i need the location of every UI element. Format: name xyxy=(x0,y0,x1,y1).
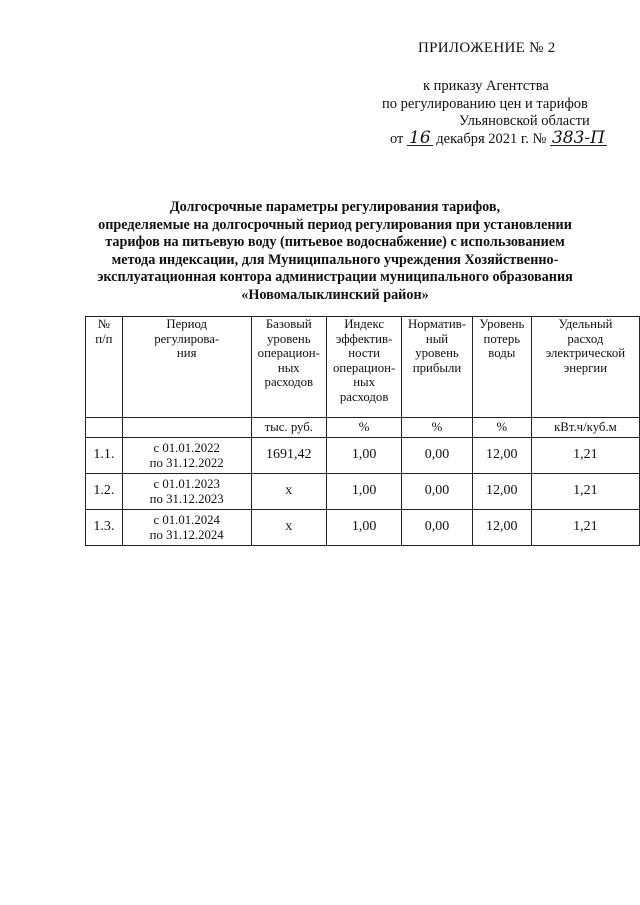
unit-base-opex: тыс. руб. xyxy=(251,418,326,438)
row-profit-level: 0,00 xyxy=(402,474,472,510)
title-line: метода индексации, для Муниципального учреждения Хозяйственно- xyxy=(111,251,559,268)
row-num: 1.2. xyxy=(86,474,123,510)
row-base-opex: 1691,42 xyxy=(251,438,326,474)
units-row xyxy=(86,418,640,438)
row-water-losses: 12,00 xyxy=(472,474,531,510)
table-header-row xyxy=(86,317,640,418)
title-line: Долгосрочные параметры регулирования тарифов, xyxy=(169,199,501,215)
handwritten-date-day: 16 xyxy=(409,128,431,148)
row-period: с 01.01.2024 по 31.12.2024 xyxy=(122,510,251,546)
order-reference-line-1: к приказу Агентства xyxy=(423,78,549,94)
title-line: «Новомалыклинский район» xyxy=(241,286,429,303)
row-base-opex: x xyxy=(251,474,326,510)
row-energy: 1,21 xyxy=(531,510,639,546)
row-energy: 1,21 xyxy=(531,438,639,474)
handwritten-order-number: 383-П xyxy=(551,128,605,148)
header-profit-level: Норматив- ный уровень прибыли xyxy=(402,317,472,418)
row-water-losses: 12,00 xyxy=(472,438,531,474)
row-profit-level: 0,00 xyxy=(402,438,472,474)
row-energy: 1,21 xyxy=(531,474,639,510)
header-efficiency-index: Индекс эффектив- ности операцион- ных расходов xyxy=(326,317,401,418)
document-title xyxy=(70,199,600,305)
row-period: с 01.01.2022 по 31.12.2022 xyxy=(122,438,251,474)
row-num: 1.3. xyxy=(86,510,123,546)
table-row xyxy=(86,438,640,474)
table-row xyxy=(86,474,640,510)
row-water-losses: 12,00 xyxy=(472,510,531,546)
order-reference-line-2: по регулированию цен и тарифов xyxy=(382,96,588,112)
row-period: с 01.01.2023 по 31.12.2023 xyxy=(122,474,251,510)
header-base-opex: Базовый уровень операцион- ных расходов xyxy=(251,317,326,418)
header-water-losses: Уровень потерь воды xyxy=(472,317,531,418)
header-energy-consumption: Удельный расход электрической энергии xyxy=(531,317,639,418)
appendix-heading: ПРИЛОЖЕНИЕ № 2 xyxy=(418,40,556,56)
title-line: тарифов на питьевую воду (питьевое водоснабжение) с использованием xyxy=(105,234,565,251)
row-efficiency-index: 1,00 xyxy=(326,510,401,546)
date-prefix: от xyxy=(390,131,404,147)
unit-profit-level: % xyxy=(402,418,472,438)
row-efficiency-index: 1,00 xyxy=(326,438,401,474)
title-line: определяемые на долгосрочный период регулирования при установлении xyxy=(98,216,572,233)
row-profit-level: 0,00 xyxy=(402,510,472,546)
unit-empty xyxy=(122,418,251,438)
unit-efficiency-index: % xyxy=(326,418,401,438)
date-rest: декабря 2021 г. № xyxy=(436,131,547,147)
unit-water-losses: % xyxy=(472,418,531,438)
title-line: эксплуатационная контора администрации муниципального образования xyxy=(97,269,573,286)
order-date-line xyxy=(390,128,607,148)
parameters-table xyxy=(85,316,640,546)
row-num: 1.1. xyxy=(86,438,123,474)
header-num: № п/п xyxy=(86,317,123,418)
order-reference-line-3: Ульяновской области xyxy=(459,113,590,129)
row-base-opex: x xyxy=(251,510,326,546)
header-period: Период регулирова- ния xyxy=(122,317,251,418)
unit-energy: кВт.ч/куб.м xyxy=(531,418,639,438)
unit-empty xyxy=(86,418,123,438)
table-row xyxy=(86,510,640,546)
row-efficiency-index: 1,00 xyxy=(326,474,401,510)
